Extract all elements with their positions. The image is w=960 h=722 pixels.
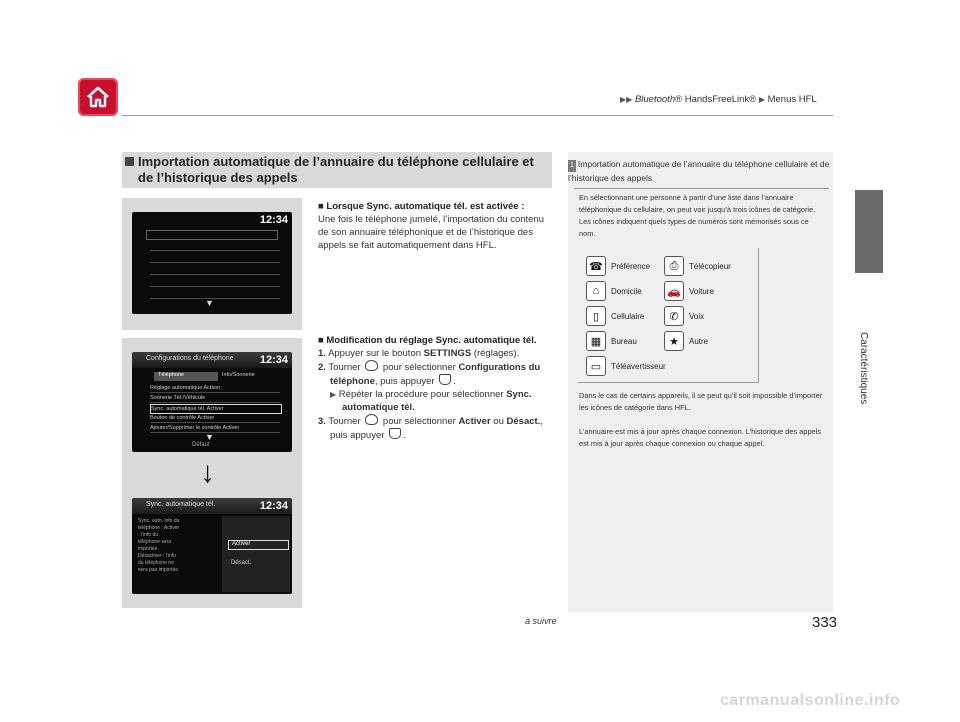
screen-tab-phone: Téléphone [154, 372, 218, 381]
section-title-text: Importation automatique de l’annuaire du téléphone cellulaire et de l’historique des appels [138, 154, 534, 185]
screen-setting-row: Sonnerie Tél./Véhicule [150, 394, 280, 403]
push-button-icon [389, 428, 401, 439]
category-label: Domicile [611, 286, 642, 296]
step-text: Tourner [328, 362, 361, 373]
screen-option-activer: Activer [228, 540, 289, 550]
note-panel [568, 152, 833, 612]
subsection-2 [318, 334, 553, 442]
page-number: 333 [812, 614, 838, 631]
screen-options-area [222, 516, 290, 592]
category-fax [664, 256, 731, 276]
category-label: Téléavertisseur [611, 361, 666, 371]
step-text: pour sélectionner [382, 362, 459, 373]
step-text: . [403, 430, 406, 441]
screen-clock: 12:34 [259, 354, 288, 366]
subsection-bullet-icon: ■ [318, 335, 324, 346]
note-divider [574, 188, 829, 189]
rotary-knob-icon [365, 360, 378, 371]
category-label: Préférence [611, 261, 651, 271]
category-preference [586, 256, 650, 276]
house-icon: ⌂ [586, 281, 606, 301]
option-label: Désact. [506, 416, 541, 427]
breadcrumb-arrow-icon: ▶ [758, 95, 765, 104]
screen-setting-row: Sync. automatique tél. Activer [150, 404, 282, 414]
screen-list-row [150, 290, 280, 299]
subsection-1 [318, 200, 553, 252]
scroll-down-icon: ▼ [205, 298, 214, 308]
breadcrumb-hfl[interactable]: ® HandsFreeLink® [675, 94, 757, 105]
category-label: Voix [689, 311, 705, 321]
subsection-1-title: Lorsque Sync. automatique tél. est activée : [326, 201, 525, 212]
phone-icon: ☎ [586, 256, 606, 276]
office-icon: ▦ [586, 331, 606, 351]
screen-tabs-bar [146, 230, 278, 240]
category-mobile [586, 306, 644, 326]
category-label: Télécopieur [689, 261, 731, 271]
note-number-badge: 1 [568, 160, 576, 172]
step-1 [318, 347, 553, 360]
step-text: Appuyer sur le bouton [328, 348, 424, 359]
scroll-down-icon: ▼ [205, 432, 214, 442]
note-paragraph-2: Dans le cas de certains appareils, il se peut qu’il soit impossible d’importer les icônes de catégorie dans HFL. [579, 391, 823, 412]
subsection-2-title: Modification du réglage Sync. automatique tél. [326, 335, 537, 346]
step-3 [318, 414, 553, 442]
category-icons-box [578, 248, 759, 383]
step-text: , puis appuyer [374, 376, 435, 387]
screen-setting-row: Ajouter/Supprimer le contrôle Activer [150, 424, 280, 433]
screen-default-button: Défaut [192, 442, 210, 448]
subsection-bullet-icon: ■ [318, 201, 324, 212]
header-divider [122, 115, 833, 116]
step-number: 3. [318, 416, 326, 427]
side-tab-label: Caractéristiques [858, 332, 869, 405]
option-label: Activer [458, 416, 491, 427]
screen-list-row [150, 242, 280, 251]
step-text: (réglages). [471, 348, 520, 359]
menu-item-label: Sync. automatique tél. [342, 389, 532, 413]
screen-list-row [150, 266, 280, 275]
category-office [586, 331, 637, 351]
step-text: pour sélectionner [382, 416, 459, 427]
note-heading [568, 158, 833, 184]
down-arrow-icon: ↓ [200, 456, 215, 489]
screen-panel-2 [122, 338, 302, 608]
repeat-step [318, 388, 553, 414]
push-button-icon [439, 374, 451, 385]
screen-autosync-list [132, 212, 292, 314]
category-other [664, 331, 708, 351]
step-text: Répéter la procédure pour sélectionner [338, 389, 507, 400]
settings-button-label: SETTINGS [423, 348, 472, 359]
screen-panel-1 [122, 198, 302, 330]
screen-setting-row: Réglage automatique Activer [150, 384, 280, 393]
voice-icon: ✆ [664, 306, 684, 326]
watermark: carmanualsonline.info [720, 692, 901, 709]
category-car [664, 281, 714, 301]
step-text: ou [490, 416, 507, 427]
home-icon [85, 85, 111, 109]
step-number: 1. [318, 348, 326, 359]
screen-list-row [150, 254, 280, 263]
step-number: 2. [318, 362, 326, 373]
step-text: , puis appuyer [330, 416, 543, 441]
category-label: Bureau [611, 336, 637, 346]
continued-label: à suivre [525, 616, 557, 626]
arrow-right-icon: ▶ [330, 390, 337, 399]
breadcrumb-arrow-icon: ▶▶ [620, 95, 633, 104]
breadcrumb-menus[interactable]: Menus HFL [767, 94, 817, 105]
subsection-1-body: Une fois le téléphone jumelé, l’importation du contenu de son annuaire téléphonique et de l’historique des appels se fait automatiquement dans HFL. [318, 214, 545, 251]
category-label: Autre [689, 336, 709, 346]
category-pager [586, 356, 666, 376]
screen-option-desact: Désact. [231, 560, 252, 566]
subsection-2-heading [318, 334, 553, 347]
section-title [122, 152, 552, 188]
rotary-knob-icon [365, 414, 378, 425]
note-title: Importation automatique de l’annuaire du téléphone cellulaire et de l’historique des appels [568, 159, 830, 183]
breadcrumb [620, 94, 817, 105]
step-text: Tourner [328, 416, 361, 427]
screen-autosync-options [132, 498, 292, 594]
section-bullet-icon [125, 157, 134, 166]
category-label: Voiture [689, 286, 714, 296]
mobile-icon: ▯ [586, 306, 606, 326]
subsection-1-heading [318, 200, 553, 213]
screen-list-row [150, 278, 280, 287]
car-icon: 🚗 [664, 281, 684, 301]
home-button[interactable] [78, 78, 118, 116]
star-icon: ★ [664, 331, 684, 351]
breadcrumb-bluetooth[interactable]: Bluetooth [634, 94, 676, 105]
screen-setting-row: Bouton de contrôle Activer [150, 414, 280, 423]
fax-icon: ⎙ [664, 256, 684, 276]
step-text: . [453, 376, 456, 387]
menu-item-label: Configurations du téléphone [330, 362, 541, 387]
screen-title: Sync. automatique tél. [146, 501, 216, 508]
note-paragraph-1: En sélectionnant une personne à partir d’une liste dans l’annuaire téléphonique du cellulaire, on peut voir jusqu’à trois icônes de catégorie. Les icônes indiquent quels types de numéros sont mémorisés sous ce nom. [579, 193, 816, 238]
screen-phone-settings [132, 352, 292, 452]
pager-icon: ▭ [586, 356, 606, 376]
category-voice [664, 306, 704, 326]
screen-clock: 12:34 [259, 214, 288, 226]
step-2 [318, 360, 553, 388]
category-home [586, 281, 642, 301]
screen-title: Configurations du téléphone [146, 355, 234, 362]
screen-help-text: Sync. auto. info du téléphone : Activer : l’info du téléphone sera importée. Désactiver : l’info du téléphone ne sera pas importée. [138, 518, 180, 573]
category-label: Cellulaire [611, 311, 645, 321]
note-paragraph-3: L’annuaire est mis à jour après chaque connexion. L’historique des appels est mis à jour après chaque connexion ou chaque appel. [579, 427, 821, 448]
screen-tab-info: Info/Sonnerie [222, 372, 255, 378]
side-tab-marker [855, 190, 883, 273]
screen-clock: 12:34 [259, 500, 288, 512]
